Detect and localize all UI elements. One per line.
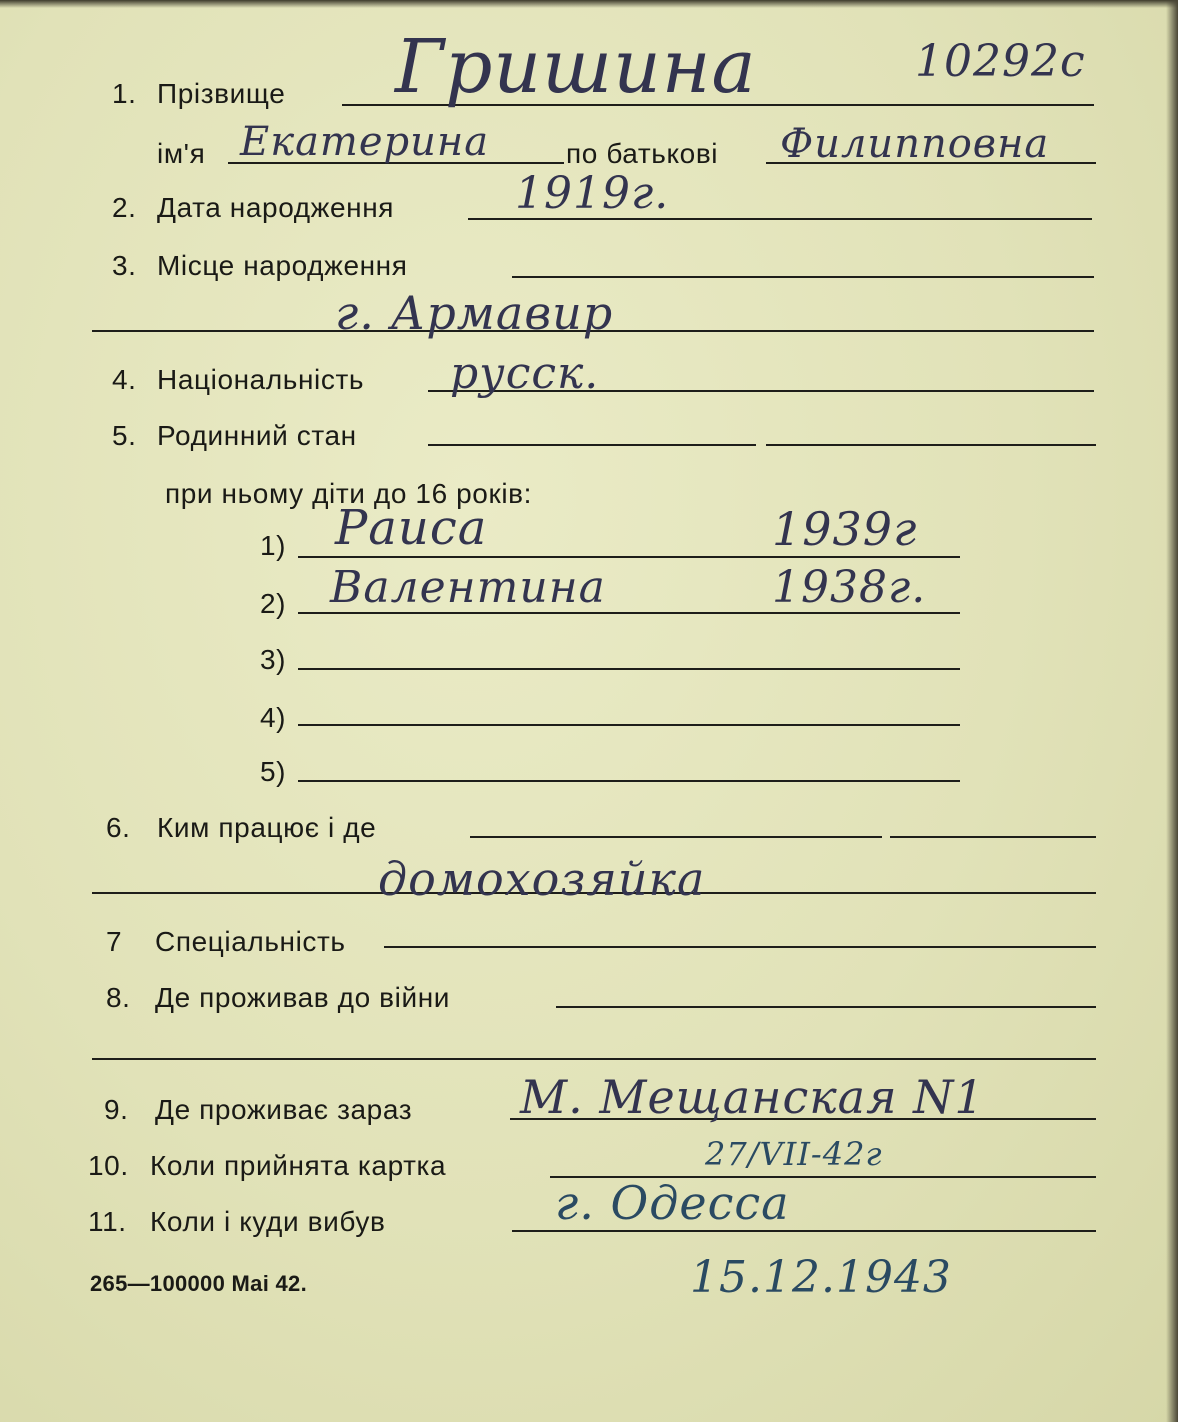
q11-number: 11. xyxy=(88,1206,127,1237)
record-number: 10292с xyxy=(915,36,1086,87)
q8-number: 8. xyxy=(106,982,131,1013)
child-5-number: 5) xyxy=(260,756,287,787)
prewar-line-2 xyxy=(92,1058,1096,1060)
birthplace-line-1 xyxy=(512,276,1094,278)
child-1-number: 1) xyxy=(260,530,287,561)
q11-departed-label: Коли і куди вибув xyxy=(150,1206,386,1237)
q3-number: 3. xyxy=(112,250,137,281)
q8-prewar-label: Де проживав до війни xyxy=(155,982,450,1013)
q6-work-label: Ким працює і де xyxy=(157,812,377,843)
q5-marital-label: Родинний стан xyxy=(157,420,357,451)
occupation-entry: домохозяйка xyxy=(378,852,706,906)
child-2-year-entry: 1938г. xyxy=(772,562,927,613)
card-accepted-entry: 27/VII-42г xyxy=(705,1135,883,1173)
birth-year-entry: 1919г. xyxy=(515,168,670,219)
child-4-line xyxy=(298,724,960,726)
child-3-line xyxy=(298,668,960,670)
q1-name-label: ім'я xyxy=(157,138,206,169)
child-3-number: 3) xyxy=(260,644,287,675)
q10-accepted-label: Коли прийнята картка xyxy=(150,1150,447,1181)
nationality-entry: русск. xyxy=(450,348,600,399)
q1-number: 1. xyxy=(112,78,137,109)
work-line-b xyxy=(890,836,1096,838)
q3-birthplace-label: Місце народження xyxy=(157,250,408,281)
child-5-line xyxy=(298,780,960,782)
first-name-entry: Екатерина xyxy=(240,119,490,165)
specialty-line xyxy=(384,946,1096,948)
q1-surname-label: Прізвище xyxy=(157,78,286,109)
q4-nationality-label: Національність xyxy=(157,364,365,395)
q10-number: 10. xyxy=(88,1150,129,1181)
q9-current-label: Де проживає зараз xyxy=(155,1094,413,1125)
scan-edge-top xyxy=(0,0,1178,8)
scan-edge-right xyxy=(1166,0,1178,1422)
print-code: 265—100000 Mai 42. xyxy=(90,1271,307,1296)
departed-line xyxy=(512,1230,1096,1232)
child-1-line xyxy=(298,556,960,558)
marital-line-a xyxy=(428,444,756,446)
surname-entry: Гришина xyxy=(395,24,757,110)
current-address-entry: М. Мещанская N1 xyxy=(520,1070,985,1124)
child-2-number: 2) xyxy=(260,588,287,619)
patronymic-entry: Филипповна xyxy=(780,121,1050,167)
child-2-name-entry: Валентина xyxy=(330,562,606,613)
birthplace-entry: г. Армавир xyxy=(335,286,614,340)
marital-line-b xyxy=(766,444,1096,446)
q7-specialty-label: Спеціальність xyxy=(155,926,346,957)
q5-number: 5. xyxy=(112,420,137,451)
work-line-a xyxy=(470,836,882,838)
q1-patronymic-label: по батькові xyxy=(566,138,719,169)
q2-number: 2. xyxy=(112,192,137,223)
departure-date-entry: 15.12.1943 xyxy=(690,1252,952,1303)
prewar-line-1 xyxy=(556,1006,1096,1008)
child-1-year-entry: 1939г xyxy=(772,502,918,556)
q2-birthdate-label: Дата народження xyxy=(157,192,395,223)
q4-number: 4. xyxy=(112,364,137,395)
child-4-number: 4) xyxy=(260,702,287,733)
q6-number: 6. xyxy=(106,812,131,843)
q5-children-label: при ньому діти до 16 років: xyxy=(165,478,533,509)
child-1-name-entry: Раиса xyxy=(335,500,488,556)
q9-number: 9. xyxy=(104,1094,129,1125)
q7-number: 7 xyxy=(106,926,123,957)
departed-to-entry: г. Одесса xyxy=(555,1176,790,1230)
